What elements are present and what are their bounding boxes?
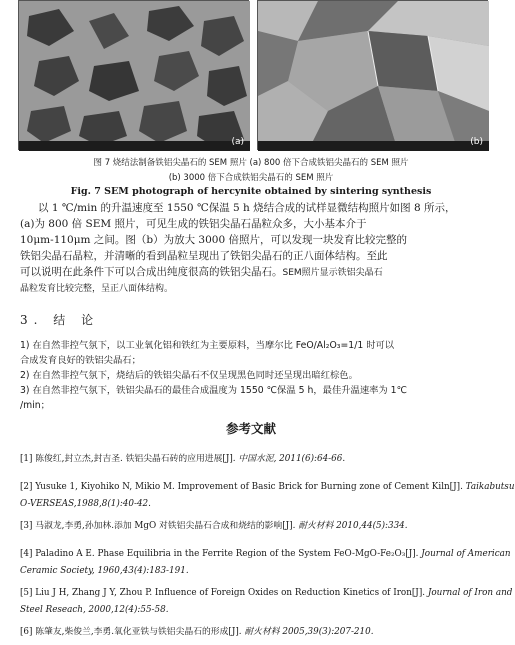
conclusion-line: /min； — [20, 400, 50, 411]
conclusions-list — [20, 338, 490, 413]
paragraph-line: 以 1 ℃/min 的升温速度至 1550 ℃保温 5 h 烧结合成的试样显微结构照片如图 8 所示， — [38, 202, 456, 214]
reference-item — [20, 546, 511, 562]
reference-text: [1] 陈俊红,封立杰,封吉圣. 铁铝尖晶石砖的应用进展[J]. — [20, 454, 239, 464]
figure-caption-en: Fig. 7 SEM photograph of hercynite obtained by sintering synthesis — [70, 186, 432, 197]
figure-caption-zh-2: (b) 3000 倍下合成铁铝尖晶石的 SEM 照片 — [168, 173, 334, 183]
reference-item — [20, 451, 345, 467]
conclusion-line: 1) 在自然非控气氛下，以工业氧化铝和铁红为主要原料，当摩尔比 FeO/Al₂O₃=1/1 时可以 — [20, 340, 395, 351]
reference-text: [2] Yusuke 1, Kiyohiko N, Mikio M. Improvement of Basic Brick for Burning zone of Cement Kiln[J]. — [20, 482, 466, 492]
reference-item-continued — [20, 602, 169, 618]
reference-source: O-VERSEAS,1988,8(1):40-42. — [20, 499, 151, 509]
reference-source: Journal of American — [421, 549, 511, 559]
sem-image-3000x-graphic — [258, 1, 489, 151]
reference-item-continued — [20, 563, 189, 579]
figure-a-label: (a) — [231, 137, 244, 147]
reference-text: [6] 陈肇友,柴俊兰,李勇.氧化亚铁与铁铝尖晶石的形成[J]. — [20, 627, 245, 637]
reference-item-continued — [20, 496, 151, 512]
reference-source: Ceramic Society, 1960,43(4):183-191. — [20, 566, 189, 576]
section-title: . 结 论 — [33, 313, 100, 327]
reference-item — [20, 518, 408, 534]
reference-source: Taikabutsu — [465, 482, 515, 492]
conclusion-line: 2) 在自然非控气氛下，烧结后的铁铝尖晶石不仅呈现黑色同时还呈现出暗红棕色。 — [20, 370, 358, 381]
reference-text: [5] Liu J H, Zhang J Y, Zhou P. Influence of Foreign Oxides on Reduction Kinetics of Iron[J]. — [20, 588, 428, 598]
reference-source: 中国水泥, 2011(6):64-66. — [238, 454, 346, 464]
paragraph-line: 10μm-110μm 之间。图（b）为放大 3000 倍照片，可以发现一块发育比较完整的 — [20, 234, 407, 246]
sem-image-800x — [18, 0, 249, 150]
reference-source: Steel Reseach, 2000,12(4):55-58. — [20, 605, 169, 615]
paragraph-line: 铁铝尖晶石晶粒，并清晰的看到晶粒呈现出了铁铝尖晶石的正八面体结构。至此 — [20, 250, 388, 262]
conclusion-line: 合成发育良好的铁铝尖晶石； — [20, 355, 141, 366]
figure-7 — [14, 0, 488, 150]
paragraph-line — [20, 264, 490, 281]
reference-text: [4] Paladino A E. Phase Equilibria in the Ferrite Region of the System FeO-MgO-Fe₂O₃[J]. — [20, 549, 422, 559]
section-heading — [20, 311, 99, 328]
reference-source: 耐火材料 2010,44(5):334. — [298, 521, 408, 531]
reference-item — [20, 479, 515, 495]
paragraph-line-text: 可以说明在此条件下可以合成出纯度很高的铁铝尖晶石。 — [20, 266, 283, 278]
section-number: 3 — [20, 313, 34, 327]
sem-image-3000x — [257, 0, 488, 150]
paragraph-line: 晶粒发育比较完整，呈正八面体结构。 — [20, 284, 174, 294]
reference-item — [20, 585, 512, 601]
conclusion-line: 3) 在自然非控气氛下，铁铝尖晶石的最佳合成温度为 1550 ℃保温 5 h，最佳升温速率为 1℃ — [20, 385, 408, 396]
reference-text: [3] 马淑龙,李勇,孙加林.添加 MgO 对铁铝尖晶石合成和烧结的影响[J]. — [20, 521, 299, 531]
reference-item — [20, 624, 374, 640]
references-title: 参考文献 — [225, 421, 276, 436]
reference-source: Journal of Iron and — [427, 588, 513, 598]
figure-b-label: (b) — [470, 137, 483, 147]
paragraph-line: (a)为 800 倍 SEM 照片，可见生成的铁铝尖晶石晶粒众多，大小基本介于 — [20, 218, 367, 230]
figure-caption-zh-1: 图 7 烧结法制备铁铝尖晶石的 SEM 照片 (a) 800 倍下合成铁铝尖晶石的 SEM 照片 — [93, 158, 409, 168]
body-paragraph — [20, 200, 490, 297]
reference-source: 耐火材料 2005,39(3):207-210. — [244, 627, 374, 637]
paragraph-note: SEM照片显示铁铝尖晶石 — [282, 268, 383, 278]
sem-image-800x-graphic — [19, 1, 250, 151]
